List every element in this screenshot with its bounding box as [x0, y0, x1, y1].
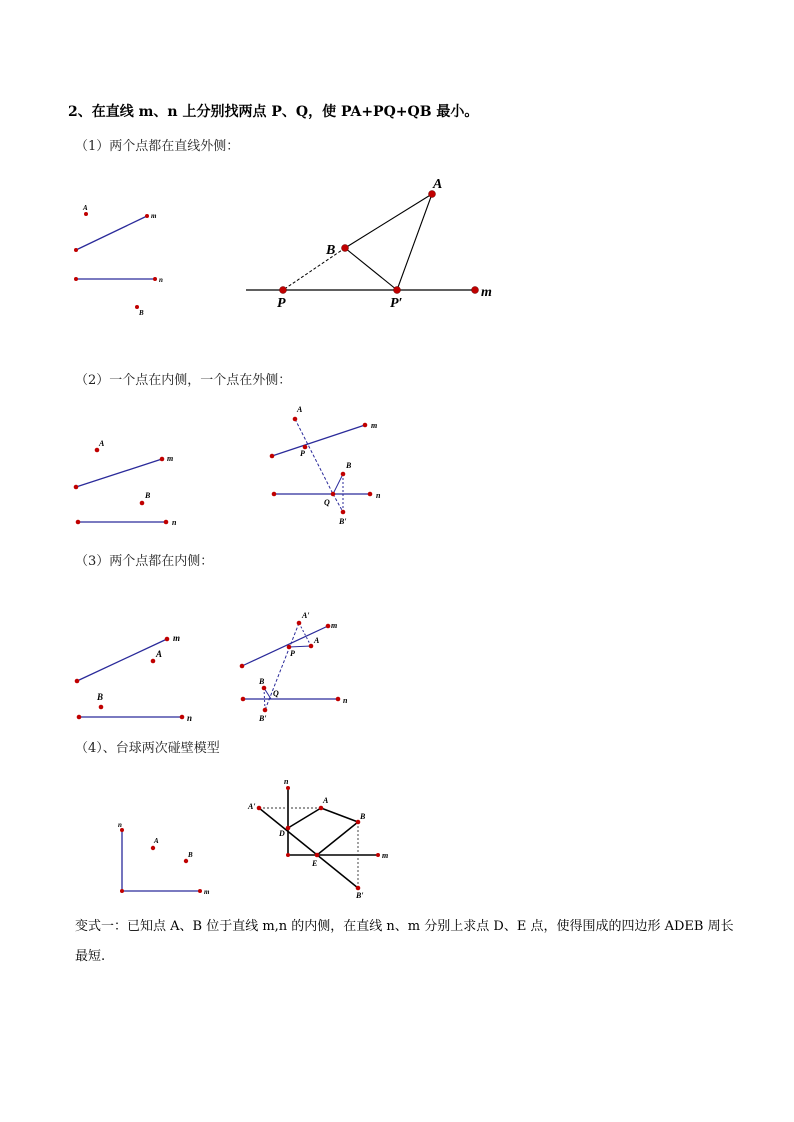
point-p [280, 287, 287, 294]
figure-1-setup [74, 204, 163, 317]
line-m [76, 216, 147, 250]
section-1-label: （1）两个点都在直线外侧： [75, 139, 240, 154]
svg-text:B: B [259, 677, 265, 686]
svg-text:m: m [382, 851, 389, 860]
svg-text:m: m [167, 454, 174, 463]
svg-text:m: m [371, 421, 378, 430]
label-a: A [83, 204, 88, 212]
figure-2-setup [74, 439, 177, 527]
svg-text:n: n [376, 491, 381, 500]
figure-2-solution [270, 405, 381, 526]
svg-text:B: B [360, 812, 366, 821]
svg-text:m: m [173, 633, 181, 643]
svg-text:m: m [204, 888, 210, 896]
svg-text:B: B [188, 851, 193, 859]
label-b: B [326, 243, 336, 258]
label-p: P [277, 296, 286, 311]
svg-text:n: n [343, 696, 348, 705]
figure-3-solution [240, 611, 348, 723]
label-a: A [433, 177, 443, 192]
svg-text:P: P [300, 449, 305, 458]
svg-text:B′: B′ [356, 891, 364, 900]
svg-text:D: D [279, 829, 285, 838]
variant-problem-text: 变式一：已知点 A、B 位于直线 m,n 的内侧，在直线 n、m 分别上求点 D、E 点，使得围成的四边形 ADEB 周长最短. [75, 919, 734, 964]
svg-text:n: n [187, 713, 193, 723]
svg-text:A: A [156, 649, 163, 659]
svg-text:A: A [99, 439, 105, 448]
svg-text:n: n [118, 821, 122, 829]
svg-text:Q: Q [324, 498, 330, 507]
figure-3-setup [75, 633, 192, 723]
svg-text:B′: B′ [259, 714, 267, 723]
svg-text:A: A [154, 837, 159, 845]
svg-text:P: P [290, 649, 295, 658]
label-p-prime: P′ [390, 296, 403, 311]
label-b: B [139, 309, 144, 317]
problem-title: 2、在直线 m、n 上分别找两点 P、Q，使 PA+PQ+QB 最小。 [68, 104, 479, 120]
svg-text:B: B [145, 491, 151, 500]
svg-text:B′: B′ [339, 517, 347, 526]
figure-1-solution [246, 177, 492, 311]
svg-text:A: A [314, 636, 320, 645]
section-2-label: （2）一个点在内侧，一个点在外侧： [75, 373, 292, 388]
svg-text:A′: A′ [248, 802, 256, 811]
point-b [342, 245, 349, 252]
point-a [84, 212, 88, 216]
svg-text:m: m [331, 621, 338, 630]
svg-text:Q: Q [273, 689, 279, 698]
figure-4-solution [247, 777, 388, 900]
svg-text:n: n [284, 777, 289, 786]
section-4-label: （4）、台球两次碰壁模型 [75, 741, 220, 756]
svg-text:E: E [312, 859, 318, 868]
svg-text:A: A [297, 405, 303, 414]
point-p-prime [394, 287, 401, 294]
svg-text:A′: A′ [302, 611, 310, 620]
svg-text:n: n [172, 518, 177, 527]
label-m: m [481, 285, 492, 300]
label-n: n [159, 276, 163, 284]
svg-text:B: B [346, 461, 352, 470]
figure-4-setup [118, 821, 210, 896]
svg-text:B: B [97, 692, 104, 702]
section-3-label: （3）两个点都在内侧： [75, 554, 214, 569]
label-m: m [151, 212, 157, 220]
svg-text:A: A [323, 796, 329, 805]
